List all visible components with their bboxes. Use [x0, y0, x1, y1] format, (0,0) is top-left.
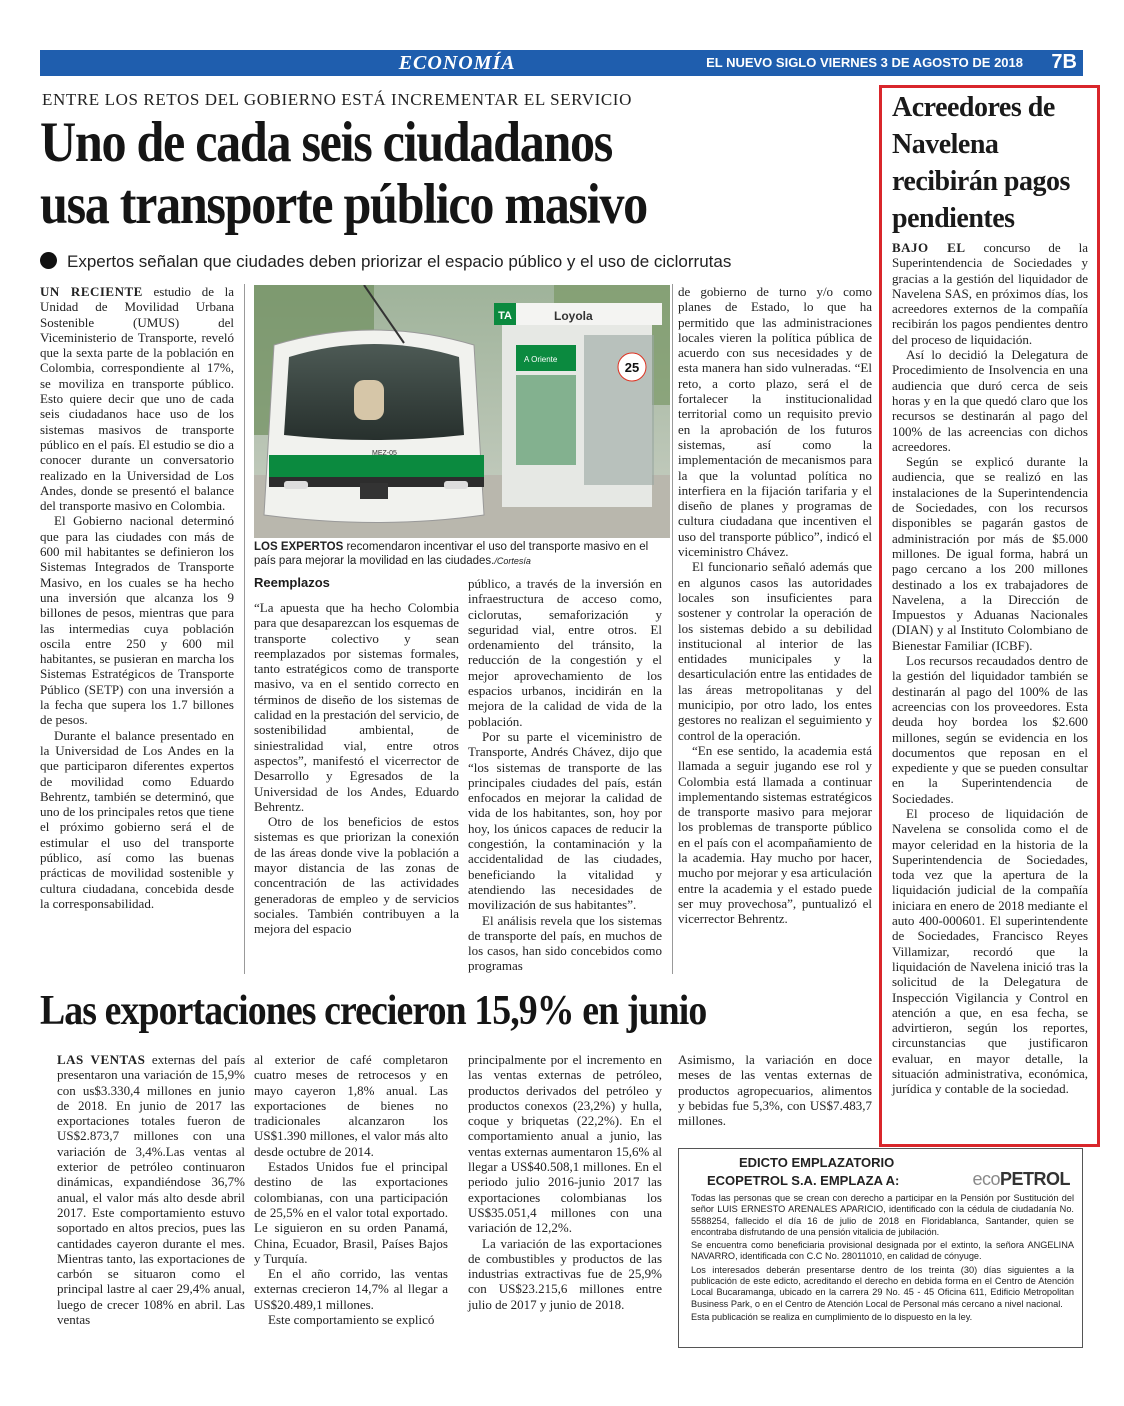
- paragraph: Durante el balance presentado en la Universidad de Los Andes en la que participaron diferentes expertos de movilidad como Eduardo Behrentz, también se determinó, que uno de los principales retos que tiene el próximo gobierno será el de estimular el uso del transporte público, así como las buenas prácticas de movilidad sostenible y cultura ciudadana, concebida desde la corresponsabilidad.: [40, 727, 234, 911]
- station-line-sign: TA: [498, 310, 512, 322]
- edict-paragraph: Esta publicación se realiza en cumplimiento de lo dispuesto en la ley.: [691, 1311, 973, 1322]
- column-divider: [244, 284, 245, 974]
- exports-column-3: [468, 1052, 662, 1312]
- main-headline: Uno de cada seis ciudadanos usa transporte público masivo: [40, 111, 647, 236]
- main-column-4: [678, 284, 872, 926]
- paragraph: Por su parte el viceministro de Transporte, Andrés Chávez, dijo que “los sistemas de transporte de las principales ciudades del país, están enfocados en mejorar la calidad de vida de los habitantes, son, hoy por hoy, los únicos capaces de reducir la congestión, la contaminación y la accidentalidad de las ciudades, beneficiando la vitalidad y atendiendo las necesidades de movilización de sus habitantes”.: [468, 728, 662, 913]
- bullet-icon: [40, 252, 57, 269]
- main-column-3: [468, 576, 662, 974]
- lead-in: BAJO EL: [892, 240, 966, 255]
- tram-id: MEZ-05: [372, 450, 397, 457]
- lead-in: UN RECIENTE: [40, 284, 143, 299]
- station-name-sign: Loyola: [554, 309, 593, 323]
- edict-paragraph: Todas las personas que se crean con derecho a participar en la Pensión por Sustitución del señor LUIS ERNESTO ARENALES APARICIO, identificado con la cédula de ciudadanía No. 5588254, fallecido el día 16 de julio de 2018 en Floridablanca, Santander, quien se encontraba disfrutando de una pensión vitalicia de jubilación.: [691, 1193, 1074, 1237]
- column-2: [254, 575, 459, 937]
- paragraph: Otro de los beneficios de estos sistemas es que priorizan la conexión de las áreas donde vive la población a mayor distancia de las zonas de concentración de las actividades generadoras de empleo y de servicios sociales. También contribuyen a la mejora del espacio: [254, 814, 459, 937]
- paragraph: El Gobierno nacional determinó que para las ciudades con más de 600 mil habitantes se definieron los Sistemas Integrados de Transporte Masivo, en los cuales se ha hecho una inversión que alcanza los 9 billones de pesos, mientras que para las intermedias cuya población oscila entre 250 y 600 mil habitantes, se pusieran en marcha los Sistemas Estratégicos de Transporte Público (SETP) con una inversión a la fecha que supera los 1.7 billones de pesos.: [40, 513, 234, 728]
- paragraph: “La apuesta que ha hecho Colombia para que desaparezcan los esquemas de transporte colectivo y sean reemplazados por sistemas formales, tanto estratégicos como de transporte masivo, va en el sentido correcto en términos de diseño de los sistemas de calidad en la prestación del servicio, de sostenibilidad ambiental, de siniestralidad vial, entre otros aspectos”, manifestó el vicerrector de Desarrollo y Egresados de la Universidad de los Andes, Eduardo Behrentz.: [254, 600, 459, 814]
- edict-body: [691, 1193, 1074, 1325]
- paragraph: Este comportamiento se explicó: [268, 1312, 435, 1328]
- paragraph: La variación de las exportaciones de combustibles y productos de las industrias extractivas fue de 25,9% con US$23.215,6 millones entre julio de 2017 y junio de 2018.: [468, 1235, 662, 1312]
- edict-notice: [678, 1148, 1083, 1348]
- section-header-band: [40, 50, 1083, 76]
- main-column-2: [254, 600, 459, 937]
- paragraph: Los recursos recaudados dentro de la gestión del liquidador también se destinarán al pago del 100% de las acreencias con los proveedores. Esta deuda hoy bordea los $2.600 millones, según se evidencia en los documentos que reposan en el expediente y que se pueden consultar en la Superintendencia de Sociedades.: [892, 653, 1088, 806]
- paragraph: Asimismo, la variación en doce meses de las ventas externas de productos agropecuarios, alimentos y bebidas fue 5,3%, con US$7.483,7 millones.: [678, 1052, 872, 1129]
- page-number: 7B: [1051, 51, 1077, 73]
- paragraph: En el año corrido, las ventas externas crecieron 14,7% al llegar a US$20.489,1 millones.: [254, 1266, 448, 1312]
- exports-headline: Las exportaciones crecieron 15,9% en junio: [40, 988, 707, 1034]
- paragraph: BAJO EL concurso de la Superintendencia de Sociedades y gracias a la gestión del liquidador de Navelena SAS, en próximos días, los acreedores externos de la compañía recibirán los pagos pendientes dentro del proceso de liquidación.: [892, 240, 1088, 347]
- paragraph: Estados Unidos fue el principal destino de las exportaciones colombianas, con una participación de 25,5% en el valor total exportado. Le siguieron en su orden Panamá, China, Ecuador, Brasil, Países Bajos y Turquía.: [254, 1159, 448, 1266]
- kicker: ENTRE LOS RETOS DEL GOBIERNO ESTÁ INCREMENTAR EL SERVICIO: [42, 90, 632, 109]
- tram-illustration: [254, 285, 670, 538]
- exports-column-4: [678, 1052, 872, 1128]
- exports-column-1: [57, 1052, 245, 1327]
- sidebar-headline: Acreedores de Navelena recibirán pagos pendientes: [892, 92, 1070, 234]
- paragraph: al exterior de café completaron cuatro meses de retrocesos y en mayo cayeron 1,8% anual. Las exportaciones de bienes no tradicionales alcanzaron los US$1.390 millones, el valor más alto desde octubre de 2014.: [254, 1052, 448, 1159]
- paragraph: UN RECIENTE estudio de la Unidad de Movilidad Urbana Sostenible (UMUS) del Viceministerio de Transporte, reveló que la sexta parte de la población en Colombia, correspondiente al 17%, se moviliza en transporte público. Esto quiere decir que uno de cada seis ciudadanos hace uso de los sistemas masivos de transporte público en el país. El estudio se dio a conocer durante un conversatorio realizado en la Universidad de Los Andes, donde se presentó el balance del transporte masivo en Colombia.: [40, 284, 234, 514]
- edict-paragraph: Se encuentra como beneficiaria provisional designada por el extinto, la señora ANGELINA NAVARRO, identificada con C.C No. 28011010, en calidad de cónyuge.: [691, 1240, 1074, 1262]
- main-column-1: [40, 284, 234, 911]
- paragraph: principalmente por el incremento en las ventas externas de petróleo, productos derivados del petróleo y productos conexos (23,2%) y hulla, coque y briquetas (22,2%). En el comportamiento anual a junio, las ventas externas aumentaron 15,6% al llegar a US$40.508,1 millones. En el periodo julio 2016-junio 2017 las exportaciones colombianas los US$35.051,4 millones con una variación de 12,2%.: [468, 1052, 662, 1236]
- paragraph: Según se explicó durante la audiencia, que se realizó en las instalaciones de la Superintendencia de Sociedades, con los recursos disponibles se pagarán gastos de administración por más de $5.000 millones. De igual forma, habrá un pago cercano a los 200 millones destinado a los ex trabajadores de Navelena, a la Dirección de Impuestos y Aduanas Nacionales (DIAN) y al Instituto Colombiano de Bienestar Familiar (ICBF).: [892, 454, 1088, 653]
- edict-paragraph: Los interesados deberán presentarse dentro de los treinta (30) días siguientes a la publicación de este edicto, acreditando el derecho en debida forma en el Centro de Atención Local Bucaramanga, ubicado en la carrera 29 No. 45 - 45 Oficina 611, Edificio Metropolitan Business Park, o en el Centro de Atención Local de Personal más cercano a nivel nacional.: [691, 1264, 1074, 1309]
- paragraph: El análisis revela que los sistemas de transporte del país, en muchos de los casos, han sido concebidos como programas: [468, 912, 662, 974]
- paragraph: LAS VENTAS externas del país presentaron una variación de 15,9% con us$3.330,4 millones en junio de 2018. En junio de 2017 las exportaciones totales fueron de US$2.873,7 millones con una variación de 3,4%.Las ventas al exterior de petróleo continuaron dinámicas, expandiéndose 36,7% anual, el valor más alto desde abril 2017. Este comportamiento estuvo soportado en altos precios, pues las cantidades cayeron durante el mes. Mientras tanto, las exportaciones de carbón se situaron como el principal lastre al caer 29,4% anual, luego de crecer 108% en abril. Las ventas: [57, 1052, 245, 1328]
- paragraph: público, a través de la inversión en infraestructura de acceso como, ciclorutas, semaforización y seguridad vial, entre otros. El ordenamiento del tránsito, la reducción de la congestión y el mejor aprovechamiento de los espacios urbanos, incidirán en la mejora de la calidad de vida de la población.: [468, 576, 662, 729]
- speed-sign: 25: [624, 360, 640, 375]
- photo-caption: LOS EXPERTOS recomendaron incentivar el uso del transporte masivo en el país para mejorar la movilidad en las ciudades./Cortesía: [254, 541, 649, 567]
- edict-title: EDICTO EMPLAZATORIO: [739, 1155, 895, 1170]
- ecopetrol-logo: ecoPETROL: [972, 1169, 1070, 1189]
- lead-in: LAS VENTAS: [57, 1052, 146, 1067]
- sidebar-body: [892, 240, 1088, 1097]
- column-divider: [672, 284, 673, 974]
- paragraph: “En ese sentido, la academia está llamada a seguir jugando ese rol y Colombia está llamada a continuar implementando sistemas estratégicos de transporte masivo para mejorar los problemas de transporte público en el país con el acompañamiento de la academia. Hay mucho por hacer, mucho por mejorar y esa articulación entre la academia y el estado puede ser muy provechosa”, puntualizó el vicerrector Behrentz.: [678, 742, 872, 927]
- paragraph: El proceso de liquidación de Navelena se consolida como el de mayor celeridad en la historia de la Superintendencia de Sociedades, toda vez que la apertura de la liquidación judicial de la compañía iniciara en enero de 2018 mediante el auto 400-000601. El superintendente de Sociedades, Francisco Reyes Villamizar, recordó que la liquidación de Navelena inició tras la solicitud de la Delegatura de Inspección Vigilancia y Control en atención a que, en esa fecha, se advirtieron, según los reportes, circunstancias que justificaron evaluar, en mayor detalle, la situación administrativa, económica, jurídica y contable de la sociedad.: [892, 805, 1088, 1097]
- edict-subtitle: ECOPETROL S.A. EMPLAZA A:: [707, 1173, 900, 1188]
- paragraph: El funcionario señaló además que en algunos casos las autoridades locales son insuficientes para sostener y controlar la operación de los sistemas debido a su debilidad institucional al interior de las entidades municipales y la desarticulación entre las entidades de las áreas metropolitanas y del municipio, por otro lado, los entes gestores no realizan el seguimiento y control de la operación.: [678, 559, 872, 743]
- paragraph: de gobierno de turno y/o como planes de Estado, lo que ha permitido que las administraciones locales vieren la política pública de acuerdo con sus necesidades y de esta manera han sido vulneradas. “El reto, a corto plazo, será el de fortalecer la institucionalidad territorial como un requisito previo en la aprobación de los futuros sistemas, así como la implementación de mecanismos para la que la voluntad política no interfiera en la fijación tarifaria y el diseño de planes y programas de cultura ciudadana que incentiven el uso del transporte público”, indicó el viceministro Chávez.: [678, 284, 872, 560]
- dateline: EL NUEVO SIGLO VIERNES 3 DE AGOSTO DE 2018: [706, 55, 1023, 70]
- tram-photo: [254, 285, 670, 538]
- platform-sign: A Oriente: [524, 355, 558, 364]
- paragraph: Así lo decidió la Delegatura de Procedimiento de Insolvencia en una audiencia que duró cerca de seis horas y en la que quedó claro que los recursos se destinarán al pago del 100% de las acreencias con dichos acreedores.: [892, 347, 1088, 454]
- section-name: ECONOMÍA: [342, 52, 572, 75]
- subhead-reemplazos: Reemplazos: [254, 575, 330, 590]
- subheadline: Expertos señalan que ciudades deben priorizar el espacio público y el uso de ciclorrutas: [40, 252, 870, 272]
- exports-column-2: [254, 1052, 448, 1327]
